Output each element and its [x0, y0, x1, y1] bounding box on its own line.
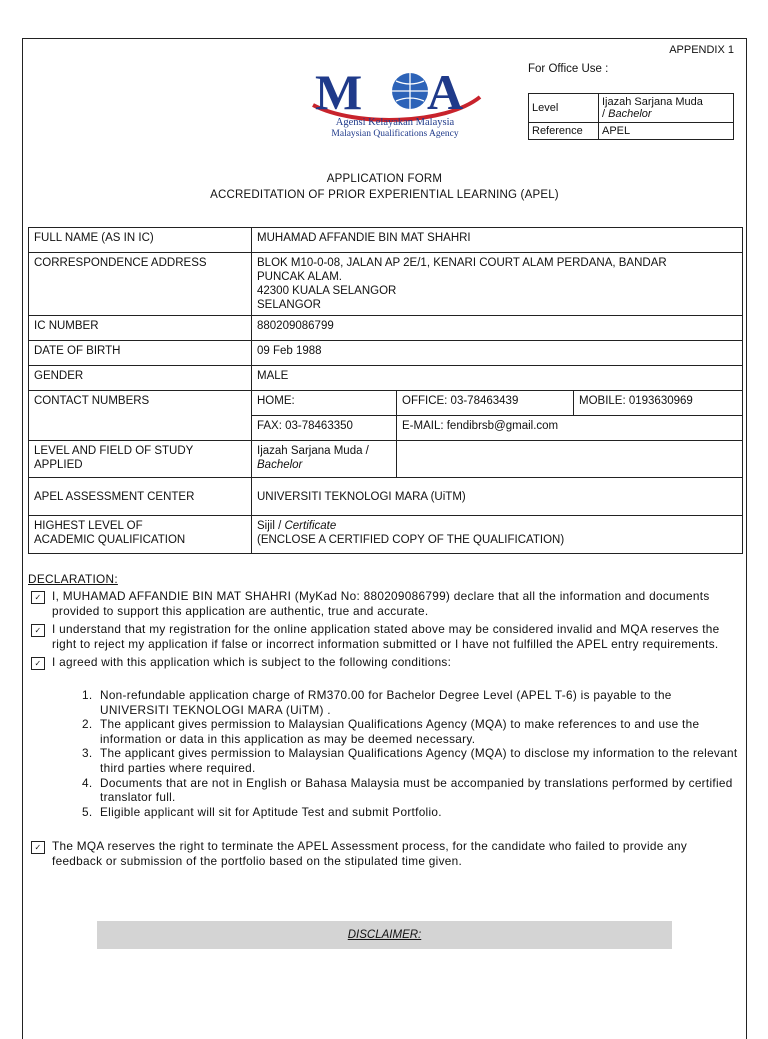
- contact-label: CONTACT NUMBERS: [29, 391, 252, 441]
- logo-line1: Agensi Kelayakan Malaysia: [335, 117, 455, 128]
- dob-label: DATE OF BIRTH: [29, 341, 252, 366]
- checkbox-icon[interactable]: ✓: [31, 657, 45, 670]
- home-phone: HOME:: [252, 391, 397, 416]
- disclaimer-heading: DISCLAIMER:: [97, 921, 672, 949]
- fax-number: FAX: 03-78463350: [252, 416, 397, 441]
- office-level-label: Level: [529, 94, 599, 123]
- level-field-label: LEVEL AND FIELD OF STUDY APPLIED: [29, 441, 252, 478]
- office-level-value: Ijazah Sarjana Muda / Bachelor: [599, 94, 734, 123]
- ic-value: 880209086799: [252, 316, 743, 341]
- condition-item: 3. The applicant gives permission to Malaysian Qualifications Agency (MQA) to disclose my information to the relevant third parties where required.: [96, 746, 740, 775]
- checkbox-icon[interactable]: ✓: [31, 841, 45, 854]
- declaration-section: [28, 572, 740, 872]
- assessment-center-label: APEL ASSESSMENT CENTER: [29, 478, 252, 516]
- address-value: BLOK M10-0-08, JALAN AP 2E/1, KENARI COURT ALAM PERDANA, BANDAR PUNCAK ALAM. 42300 KUALA SELANGOR SELANGOR: [252, 253, 743, 316]
- full-name-value: MUHAMAD AFFANDIE BIN MAT SHAHRI: [252, 228, 743, 253]
- mqa-logo: [295, 57, 495, 147]
- declaration-title: DECLARATION:: [28, 572, 118, 586]
- email-address: E-MAIL: fendibrsb@gmail.com: [397, 416, 743, 441]
- office-use-table: [528, 93, 734, 140]
- conditions-list: [28, 688, 740, 819]
- office-phone: OFFICE: 03-78463439: [397, 391, 574, 416]
- office-use-label: For Office Use :: [528, 63, 609, 75]
- condition-item: 1. Non-refundable application charge of RM370.00 for Bachelor Degree Level (APEL T-6) is payable to the UNIVERSITI TEKNOLOGI MARA (UiTM) .: [96, 688, 740, 717]
- checkbox-icon[interactable]: ✓: [31, 591, 45, 604]
- dob-value: 09 Feb 1988: [252, 341, 743, 366]
- office-reference-label: Reference: [529, 123, 599, 140]
- ic-label: IC NUMBER: [29, 316, 252, 341]
- appendix-label: APPENDIX 1: [669, 44, 734, 56]
- level-field-empty: [397, 441, 743, 478]
- form-title: APPLICATION FORM: [326, 173, 443, 185]
- declaration-item-1: ✓ I, MUHAMAD AFFANDIE BIN MAT SHAHRI (MyKad No: 880209086799) declare that all the information and documents provided to support this application are authentic, true and accurate.: [28, 589, 740, 619]
- highest-level-label: HIGHEST LEVEL OF ACADEMIC QUALIFICATION: [29, 516, 252, 554]
- condition-item: 5. Eligible applicant will sit for Aptitude Test and submit Portfolio.: [96, 805, 740, 820]
- mobile-phone: MOBILE: 0193630969: [574, 391, 743, 416]
- address-label: CORRESPONDENCE ADDRESS: [29, 253, 252, 316]
- form-subtitle: ACCREDITATION OF PRIOR EXPERIENTIAL LEARNING (APEL): [210, 189, 559, 201]
- checkbox-icon[interactable]: ✓: [31, 624, 45, 637]
- declaration-item-2: ✓ I understand that my registration for the online application stated above may be considered invalid and MQA reserves the right to reject my application if false or incorrect information submitted or I have not fulfilled the APEL entry requirements.: [28, 622, 740, 652]
- office-reference-value: APEL: [599, 123, 734, 140]
- highest-level-value: Sijil / Certificate (ENCLOSE A CERTIFIED COPY OF THE QUALIFICATION): [252, 516, 743, 554]
- svg-text:A: A: [427, 64, 464, 120]
- assessment-center-value: UNIVERSITI TEKNOLOGI MARA (UiTM): [252, 478, 743, 516]
- condition-item: 2. The applicant gives permission to Malaysian Qualifications Agency (MQA) to make references to and use the information or data in this application as may be deemed necessary.: [96, 717, 740, 746]
- form-page: [22, 38, 747, 1039]
- logo-line2: Malaysian Qualifications Agency: [331, 129, 459, 139]
- svg-text:M: M: [315, 64, 363, 120]
- level-field-value: Ijazah Sarjana Muda / Bachelor: [252, 441, 397, 478]
- declaration-item-3: ✓ I agreed with this application which is subject to the following conditions:: [28, 655, 740, 670]
- gender-label: GENDER: [29, 366, 252, 391]
- applicant-details-table: [28, 227, 743, 554]
- gender-value: MALE: [252, 366, 743, 391]
- declaration-item-4: ✓ The MQA reserves the right to terminate the APEL Assessment process, for the candidate who failed to provide any feedback or submission of the portfolio based on the stipulated time given.: [28, 839, 740, 869]
- full-name-label: FULL NAME (AS IN IC): [29, 228, 252, 253]
- condition-item: 4. Documents that are not in English or Bahasa Malaysia must be accompanied by translations performed by certified translator full.: [96, 776, 740, 805]
